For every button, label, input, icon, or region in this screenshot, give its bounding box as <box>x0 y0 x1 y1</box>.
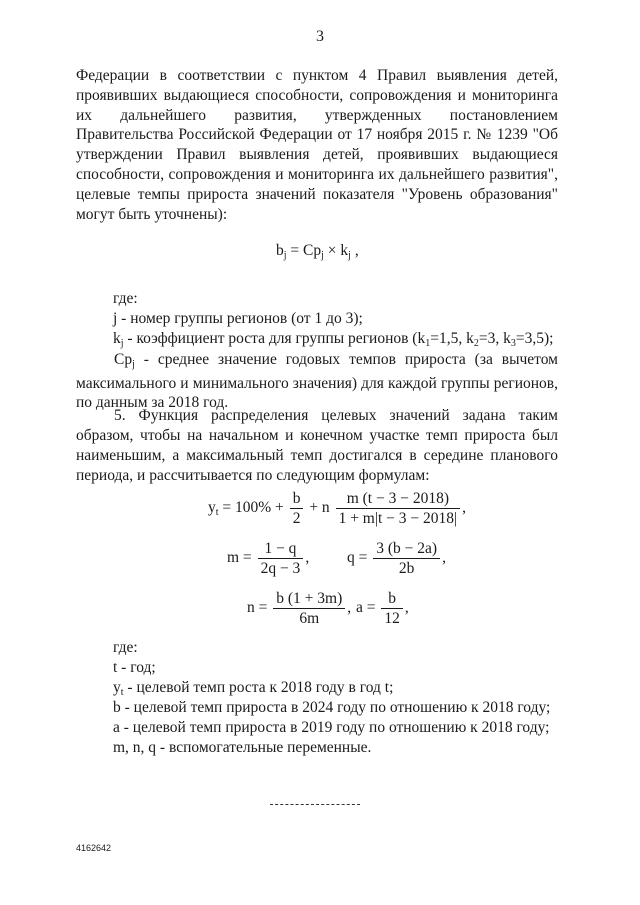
where-label-1: где: <box>113 290 138 307</box>
definition-a: a - целевой темп прироста в 2019 году по отношению к 2018 году; <box>113 719 550 736</box>
end-separator <box>270 804 360 805</box>
definition-cp-text: - среднее значение годовых темпов прироста (за вычетом максимального и минимального значения) для каждой группы регионов, по данным за 2018 год. <box>76 351 558 411</box>
definition-b: b - целевой темп прироста в 2024 году по отношению к 2018 году; <box>113 699 551 716</box>
definition-t: t - год; <box>113 659 156 676</box>
where-label-2: где: <box>113 639 138 656</box>
definition-y-text: - целевой темп роста к 2018 году в год t; <box>127 679 394 696</box>
paragraph-5: 5. Функция распределения целевых значений задана таким образом, чтобы на начальном и конечном участке темп прироста был наименьшим, а максимальный темп достигался в середине планового периода, и рассчитывается по следующим формулам: <box>76 407 558 484</box>
fraction-m-over: $\frac{m (t - 3 - 2018)}{1 + m|t - 3 - 2018|}$ <box>336 490 461 527</box>
formula-a: a = $\frac{b}{12}$ , <box>356 590 409 627</box>
intro-paragraph: Федерации в соответствии с пунктом 4 Правил выявления детей, проявивших выдающиеся способности, сопровождения и мониторинга их дальнейшего развития, утвержденных постановлением Правительства Российской Федерации от 17 ноября 2015 г. № 1239 "Об утверждении Правил выявления детей, проявивших выдающиеся способности, сопровождения и мониторинга их дальнейшего развития", целевые темпы прироста значений показателя "Уровень образования" могут быть уточнены): <box>76 67 558 223</box>
formula-n: n = $\frac{b (1 + 3m)}{6m}$ , <box>247 590 352 627</box>
definition-k-text: - коэффициент роста для группы регионов ( <box>127 330 418 347</box>
formula-q: q = $\frac{3 (b - 2a)}{2b}$ , <box>347 540 446 577</box>
formula-yt: $y_t = 100\%$ + $\frac{b}{2}$ + n $\frac{m (t - 3 - 2018)}{1 + m|t - 3 - 2018|}$ , <box>208 490 466 527</box>
document-id: 4162642 <box>76 843 112 853</box>
formula-m: m = $\frac{1 - q}{2q - 3}$ , <box>227 540 310 577</box>
definition-j: j - номер группы регионов (от 1 до 3); <box>113 310 363 327</box>
fraction-b-over-2: $\frac{b}{2}$ <box>290 490 304 527</box>
page-number: 3 <box>316 28 324 45</box>
definition-mnq: m, n, q - вспомогательные переменные. <box>113 739 372 756</box>
formula-bj: $b_j = Cp_j \times k_j$ , <box>276 242 359 261</box>
definition-cp: $Cp_j$ - среднее значение годовых темпов прироста (за вычетом максимального и минимального значения) для каждой группы регионов, по данным за 2018 год. <box>76 351 558 411</box>
definition-k: $k_j$ - коэффициент роста для группы регионов ($k_1=1,5$, $k_2=3$, $k_3=3,5$); <box>113 330 554 349</box>
definition-y: $y_t$ - целевой темп роста к 2018 году в год t; <box>113 679 394 698</box>
